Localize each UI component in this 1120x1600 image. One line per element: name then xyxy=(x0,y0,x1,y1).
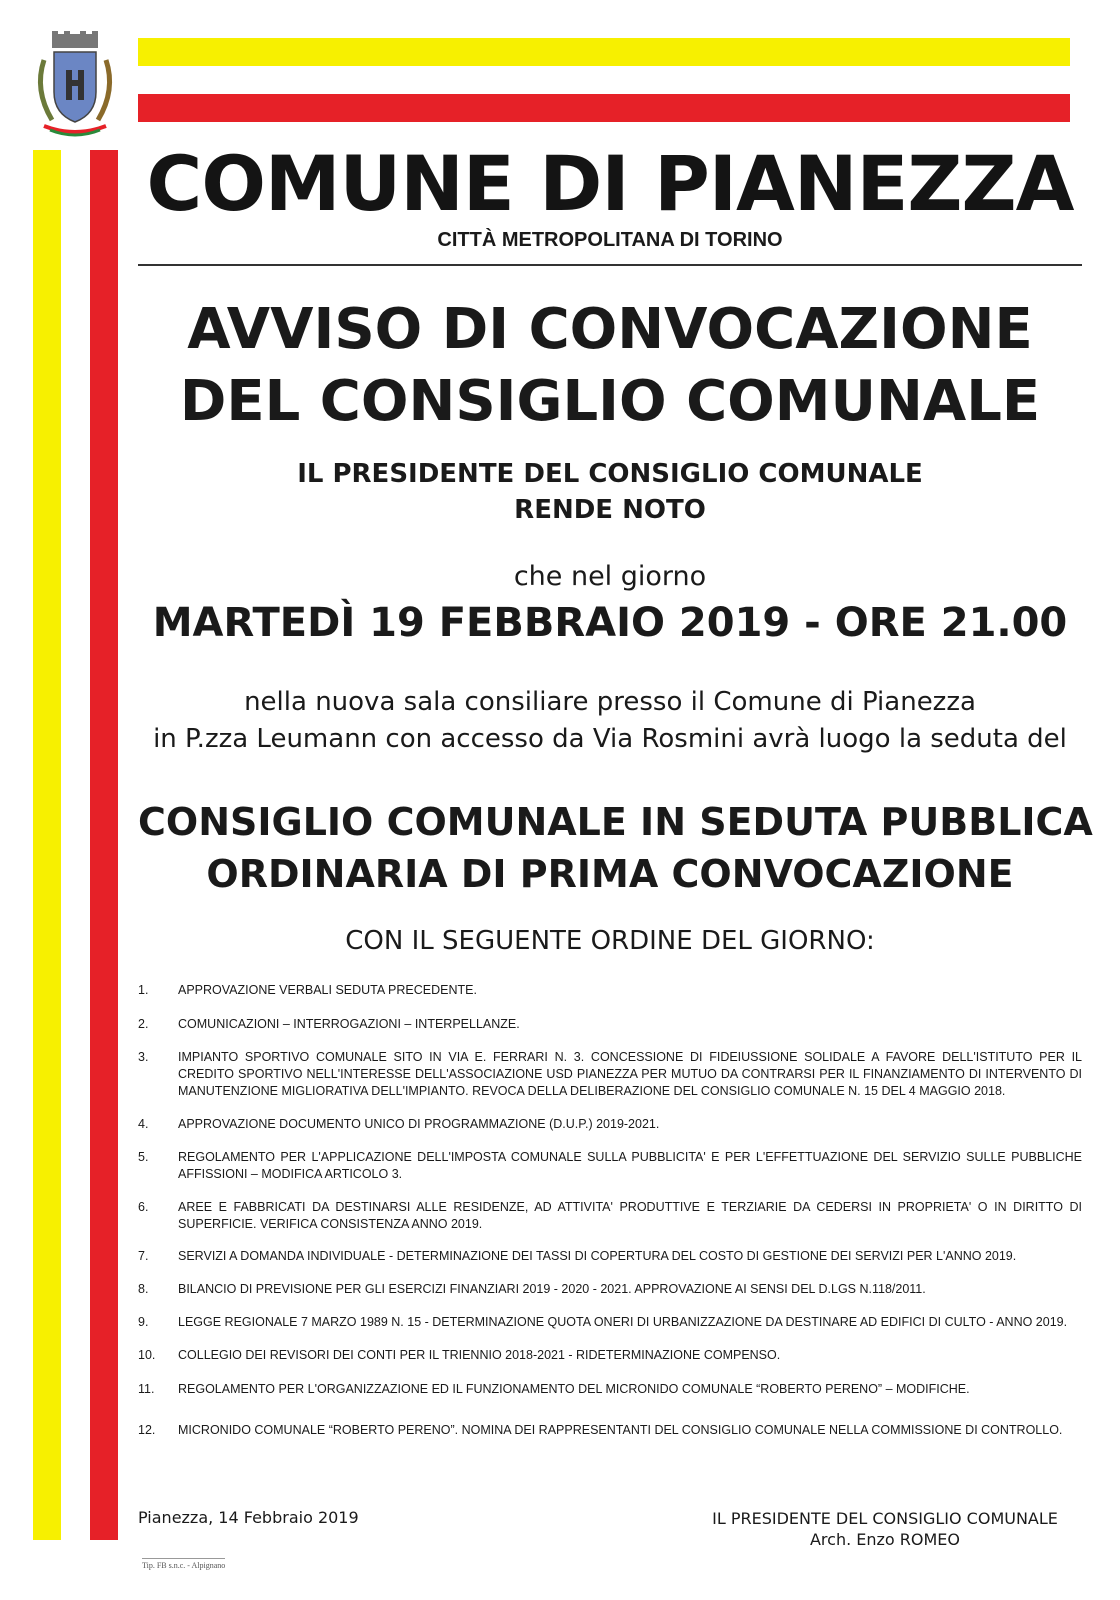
agenda-item-number: 8. xyxy=(138,1282,149,1296)
signatory-name: Arch. Enzo ROMEO xyxy=(809,1530,961,1549)
agenda-item-number: 6. xyxy=(138,1200,149,1214)
agenda-item-text: IMPIANTO SPORTIVO COMUNALE SITO IN VIA E. FERRARI N. 3. CONCESSIONE DI FIDEIUSSIONE SOLIDALE A FAVORE DELL'ISTITUTO PER IL CREDITO SPORTIVO NELL'INTERESSE DELL'ASSOCIAZIONE USD PIANEZZA PER MUTUO DA CONTRARSI PER IL FINANZIAMENTO DI INTERVENTO DI MANUTENZIONE MIGLIORATIVA DELL'IMPIANTO. REVOCA DELLA DELIBERAZIONE DEL CONSIGLIO COMUNALE N. 15 DEL 4 MAGGIO 2018. xyxy=(178,1050,1082,1098)
notice-title-line-2: DEL CONSIGLIO COMUNALE xyxy=(179,369,1041,434)
meeting-location xyxy=(138,684,1082,758)
agenda-item xyxy=(138,1347,1082,1364)
location-line-2: in P.zza Leumann con accesso da Via Rosmini avrà luogo la seduta del xyxy=(153,724,1067,754)
notice-title xyxy=(138,294,1082,438)
agenda-item-number: 9. xyxy=(138,1315,149,1329)
meeting-date-time: MARTEDÌ 19 FEBBRAIO 2019 - ORE 21.00 xyxy=(152,600,1068,646)
signatory-title: IL PRESIDENTE DEL CONSIGLIO COMUNALE xyxy=(712,1509,1058,1528)
signature-block xyxy=(700,1508,1070,1550)
agenda-item xyxy=(138,1422,1082,1439)
notice-title-line-1: AVVISO DI CONVOCAZIONE xyxy=(187,297,1033,362)
agenda-item-number: 3. xyxy=(138,1050,149,1064)
agenda-item xyxy=(138,1314,1082,1331)
agenda-item xyxy=(138,1381,1082,1398)
agenda-item-text: AREE E FABBRICATI DA DESTINARSI ALLE RESIDENZE, AD ATTIVITA' PRODUTTIVE E TERZIARIE DA CEDERSI IN PROPRIETA' O IN DIRITTO DI SUPERFICIE. VERIFICA CONSISTENZA ANNO 2019. xyxy=(178,1200,1082,1231)
agenda-item-text: BILANCIO DI PREVISIONE PER GLI ESERCIZI FINANZIARI 2019 - 2020 - 2021. APPROVAZIONE AI SENSI DEL D.LGS N.118/2011. xyxy=(178,1282,926,1296)
intro-text: che nel giorno xyxy=(513,561,707,592)
agenda-item-text: REGOLAMENTO PER L'APPLICAZIONE DELL'IMPOSTA COMUNALE SULLA PUBBLICITA' E PER L'EFFETTUAZIONE DEL SERVIZIO SULLE PUBBLICHE AFFISSIONI – MODIFICA ARTICOLO 3. xyxy=(178,1150,1082,1181)
agenda-item-number: 1. xyxy=(138,983,149,997)
agenda-item xyxy=(138,1281,1082,1298)
agenda-heading: CON IL SEGUENTE ORDINE DEL GIORNO: xyxy=(345,926,875,956)
agenda-item-number: 10. xyxy=(138,1348,156,1362)
agenda-item xyxy=(138,982,1082,999)
president-announcement xyxy=(138,456,1082,528)
agenda-item-number: 7. xyxy=(138,1249,149,1263)
president-line-1: IL PRESIDENTE DEL CONSIGLIO COMUNALE xyxy=(297,459,923,489)
agenda-item-number: 5. xyxy=(138,1150,149,1164)
municipality-title: COMUNE DI PIANEZZA xyxy=(146,139,1074,228)
agenda-item-text: MICRONIDO COMUNALE “ROBERTO PERENO”. NOMINA DEI RAPPRESENTANTI DEL CONSIGLIO COMUNALE NELLA COMMISSIONE DI CONTROLLO. xyxy=(178,1423,1063,1437)
municipality-subtitle: CITTÀ METROPOLITANA DI TORINO xyxy=(437,229,783,251)
agenda-item-number: 12. xyxy=(138,1423,156,1437)
header-divider xyxy=(138,264,1082,266)
agenda-item-number: 4. xyxy=(138,1117,149,1131)
session-line-1: CONSIGLIO COMUNALE IN SEDUTA PUBBLICA xyxy=(138,800,1093,844)
location-line-1: nella nuova sala consiliare presso il Comune di Pianezza xyxy=(244,687,976,717)
place-and-date: Pianezza, 14 Febbraio 2019 xyxy=(138,1508,359,1527)
agenda-item xyxy=(138,1016,1082,1033)
top-yellow-stripe xyxy=(138,38,1070,66)
session-line-2: ORDINARIA DI PRIMA CONVOCAZIONE xyxy=(206,852,1014,896)
agenda-item-text: REGOLAMENTO PER L'ORGANIZZAZIONE ED IL FUNZIONAMENTO DEL MICRONIDO COMUNALE “ROBERTO PERENO” – MODIFICHE. xyxy=(178,1382,970,1396)
agenda-item-text: SERVIZI A DOMANDA INDIVIDUALE - DETERMINAZIONE DEI TASSI DI COPERTURA DEL COSTO DI GESTIONE DEI SERVIZI PER L'ANNO 2019. xyxy=(178,1249,1017,1263)
session-type xyxy=(138,796,1093,900)
top-red-stripe xyxy=(138,94,1070,122)
agenda-item-text: APPROVAZIONE DOCUMENTO UNICO DI PROGRAMMAZIONE (D.U.P.) 2019-2021. xyxy=(178,1117,660,1131)
agenda-item-number: 11. xyxy=(138,1382,155,1396)
agenda-item xyxy=(138,1049,1082,1100)
agenda-item xyxy=(138,1199,1082,1233)
agenda-item-text: LEGGE REGIONALE 7 MARZO 1989 N. 15 - DETERMINAZIONE QUOTA ONERI DI URBANIZZAZIONE DA DESTINARE AD EDIFICI DI CULTO - ANNO 2019. xyxy=(178,1315,1068,1329)
agenda-item xyxy=(138,1116,1082,1133)
printer-credit: Tip. FB s.n.c. - Alpignano xyxy=(142,1558,225,1570)
agenda-item-text: COLLEGIO DEI REVISORI DEI CONTI PER IL TRIENNIO 2018-2021 - RIDETERMINAZIONE COMPENSO. xyxy=(178,1348,781,1362)
agenda-item xyxy=(138,1248,1082,1265)
agenda-item-text: COMUNICAZIONI – INTERROGAZIONI – INTERPELLANZE. xyxy=(178,1017,520,1031)
coat-of-arms-icon xyxy=(30,30,120,140)
agenda-item xyxy=(138,1149,1082,1183)
president-line-2: RENDE NOTO xyxy=(514,495,706,525)
agenda-item-number: 2. xyxy=(138,1017,149,1031)
agenda-item-text: APPROVAZIONE VERBALI SEDUTA PRECEDENTE. xyxy=(178,983,477,997)
left-yellow-stripe xyxy=(33,150,61,1540)
left-red-stripe xyxy=(90,150,118,1540)
